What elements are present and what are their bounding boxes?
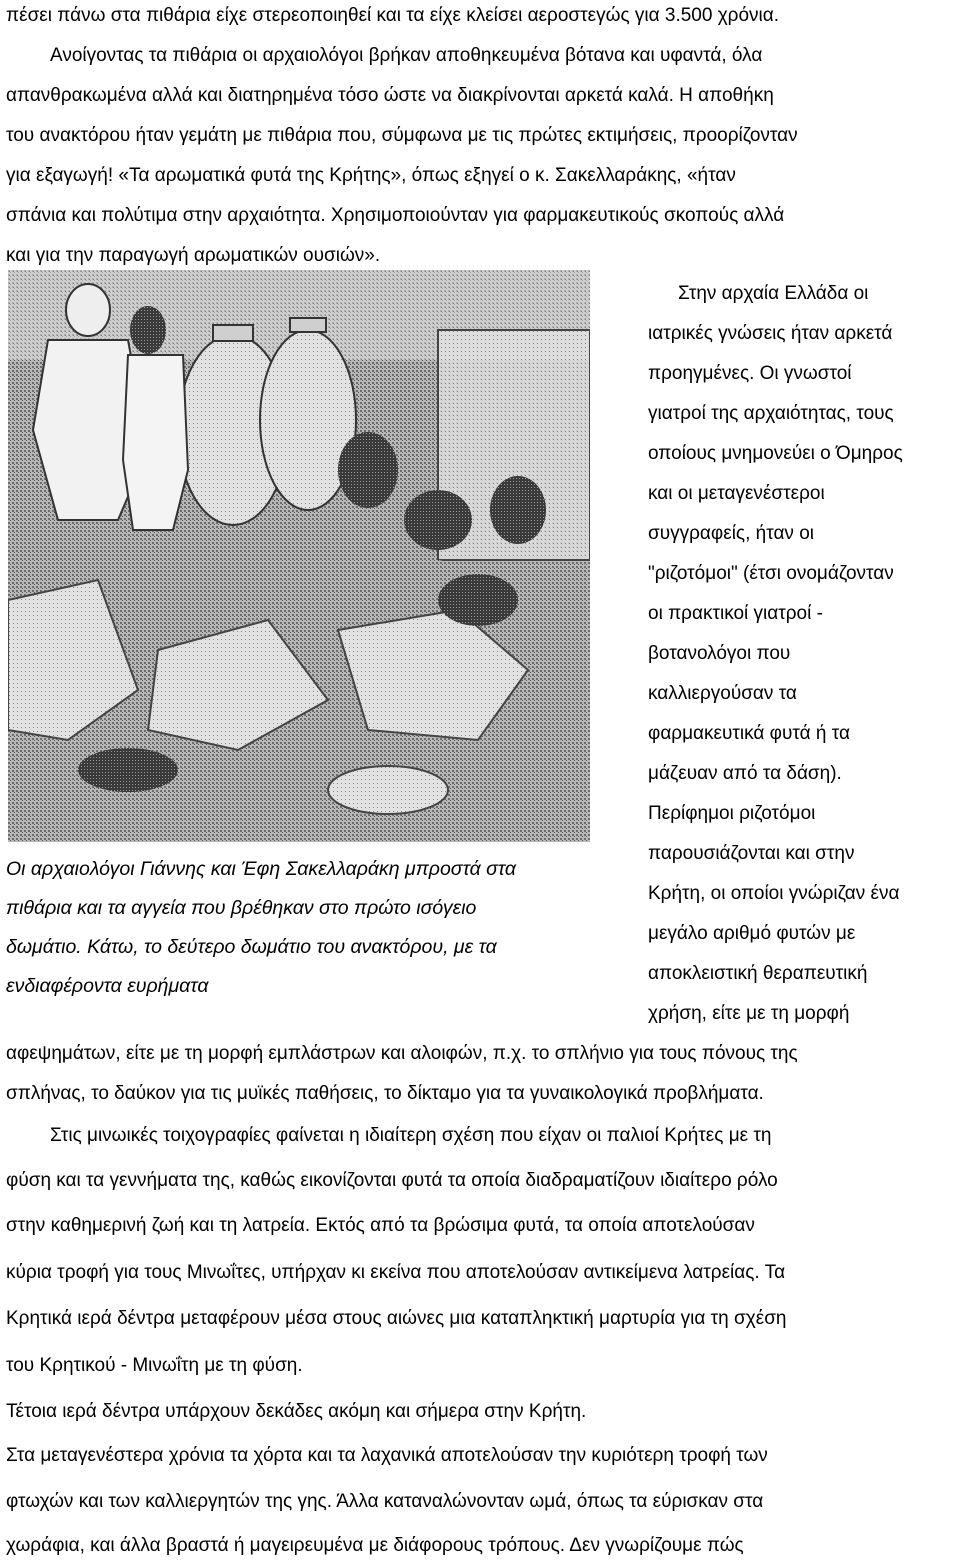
text-line: φαρμακευτικά φυτά ή τα xyxy=(648,723,850,744)
text-line: στην καθημερινή ζωή και τη λατρεία. Εκτός από τα βρώσιμα φυτά, τα οποία αποτελούσαν xyxy=(6,1215,755,1236)
text-line: Τέτοια ιερά δέντρα υπάρχουν δεκάδες ακόμη και σήμερα στην Κρήτη. xyxy=(6,1401,587,1422)
text-line: απανθρακωμένα αλλά και διατηρημένα τόσο ώστε να διακρίνονται αρκετά καλά. Η αποθήκη xyxy=(6,85,774,106)
text-line: αποκλειστική θεραπευτική xyxy=(648,963,868,984)
text-line: φύση και τα γεννήματα της, καθώς εικονίζονται φυτά τα οποία διαδραματίζουν ιδιαίτερο ρόλο xyxy=(6,1170,778,1191)
text-line: συγγραφείς, ήταν οι xyxy=(648,523,814,544)
text-line: "ριζοτόμοι" (έτσι ονομάζονταν xyxy=(648,563,894,584)
text-line: καλλιεργούσαν τα xyxy=(648,683,797,704)
text-line: χωράφια, και άλλα βραστά ή μαγειρευμένα με διάφορους τρόπους. Δεν γνωρίζουμε πώς xyxy=(6,1535,744,1556)
text-line: Ανοίγοντας τα πιθάρια οι αρχαιολόγοι βρήκαν αποθηκευμένα βότανα και υφαντά, όλα xyxy=(50,45,763,66)
text-line: Στις μινωικές τοιχογραφίες φαίνεται η ιδιαίτερη σχέση που είχαν οι παλιοί Κρήτες με τη xyxy=(50,1125,772,1146)
text-line: Κρήτη, οι οποίοι γνώριζαν ένα xyxy=(648,883,900,904)
text-line: παρουσιάζονται και στην xyxy=(648,843,855,864)
text-line: πέσει πάνω στα πιθάρια είχε στερεοποιηθεί και τα είχε κλείσει αεροστεγώς για 3.500 χρόνια. xyxy=(6,5,780,26)
text-line: γιατροί της αρχαιότητας, τους xyxy=(648,403,894,424)
text-line: Κρητικά ιερά δέντρα μεταφέρουν μέσα στους αιώνες μια καταπληκτική μαρτυρία για τη σχέση xyxy=(6,1308,787,1329)
text-line: σπλήνας, το δαύκον για τις μυϊκές παθήσεις, το δίκταμο για τα γυναικολογικά προβλήματα. xyxy=(6,1083,764,1104)
text-line: προηγμένες. Οι γνωστοί xyxy=(648,363,852,384)
caption-line: ενδιαφέροντα ευρήματα xyxy=(6,975,209,997)
caption-line: δωμάτιο. Κάτω, το δεύτερο δωμάτιο του ανακτόρου, με τα xyxy=(6,936,497,958)
caption-line: πιθάρια και τα αγγεία που βρέθηκαν στο πρώτο ισόγειο xyxy=(6,897,477,919)
caption-line: Οι αρχαιολόγοι Γιάννης και Έφη Σακελλαράκη μπροστά στα xyxy=(6,858,517,880)
text-line: οποίους μνημονεύει ο Όμηρος xyxy=(648,443,903,464)
text-line: κύρια τροφή για τους Μινωΐτες, υπήρχαν κι εκείνα που αποτελούσαν αντικείμενα λατρείας. Τα xyxy=(6,1262,786,1283)
text-line: βοτανολόγοι που xyxy=(648,643,791,664)
text-line: του Κρητικού - Μινωΐτη με τη φύση. xyxy=(6,1355,303,1376)
text-line: οι πρακτικοί γιατροί - xyxy=(648,603,823,624)
text-line: μεγάλο αριθμό φυτών με xyxy=(648,923,856,944)
text-line: Στην αρχαία Ελλάδα οι xyxy=(678,283,869,304)
text-line: χρήση, είτε με τη μορφή xyxy=(648,1003,850,1024)
text-line: μάζευαν από τα δάση). xyxy=(648,763,842,784)
excavation-photo xyxy=(8,270,590,842)
text-line: του ανακτόρου ήταν γεμάτη με πιθάρια που, σύμφωνα με τις πρώτες εκτιμήσεις, προορίζονταν xyxy=(6,125,798,146)
text-line: Στα μεταγενέστερα χρόνια τα χόρτα και τα λαχανικά αποτελούσαν την κυριότερη τροφή των xyxy=(6,1445,768,1466)
text-line: αφεψημάτων, είτε με τη μορφή εμπλάστρων και αλοιφών, π.χ. το σπλήνιο για τους πόνους της xyxy=(6,1043,798,1064)
text-line: και οι μεταγενέστεροι xyxy=(648,483,825,504)
text-line: φτωχών και των καλλιεργητών της γης. Άλλα καταναλώνονταν ωμά, όπως τα εύρισκαν στα xyxy=(6,1491,764,1512)
excavation-photo-drawing xyxy=(8,270,590,842)
text-line: σπάνια και πολύτιμα στην αρχαιότητα. Χρησιμοποιούνταν για φαρμακευτικούς σκοπούς αλλά xyxy=(6,205,785,226)
text-line: ιατρικές γνώσεις ήταν αρκετά xyxy=(648,323,893,344)
text-line: Περίφημοι ριζοτόμοι xyxy=(648,803,816,824)
text-line: και για την παραγωγή αρωματικών ουσιών». xyxy=(6,245,381,266)
text-line: για εξαγωγή! «Τα αρωματικά φυτά της Κρήτης», όπως εξηγεί ο κ. Σακελλαράκης, «ήταν xyxy=(6,165,736,186)
